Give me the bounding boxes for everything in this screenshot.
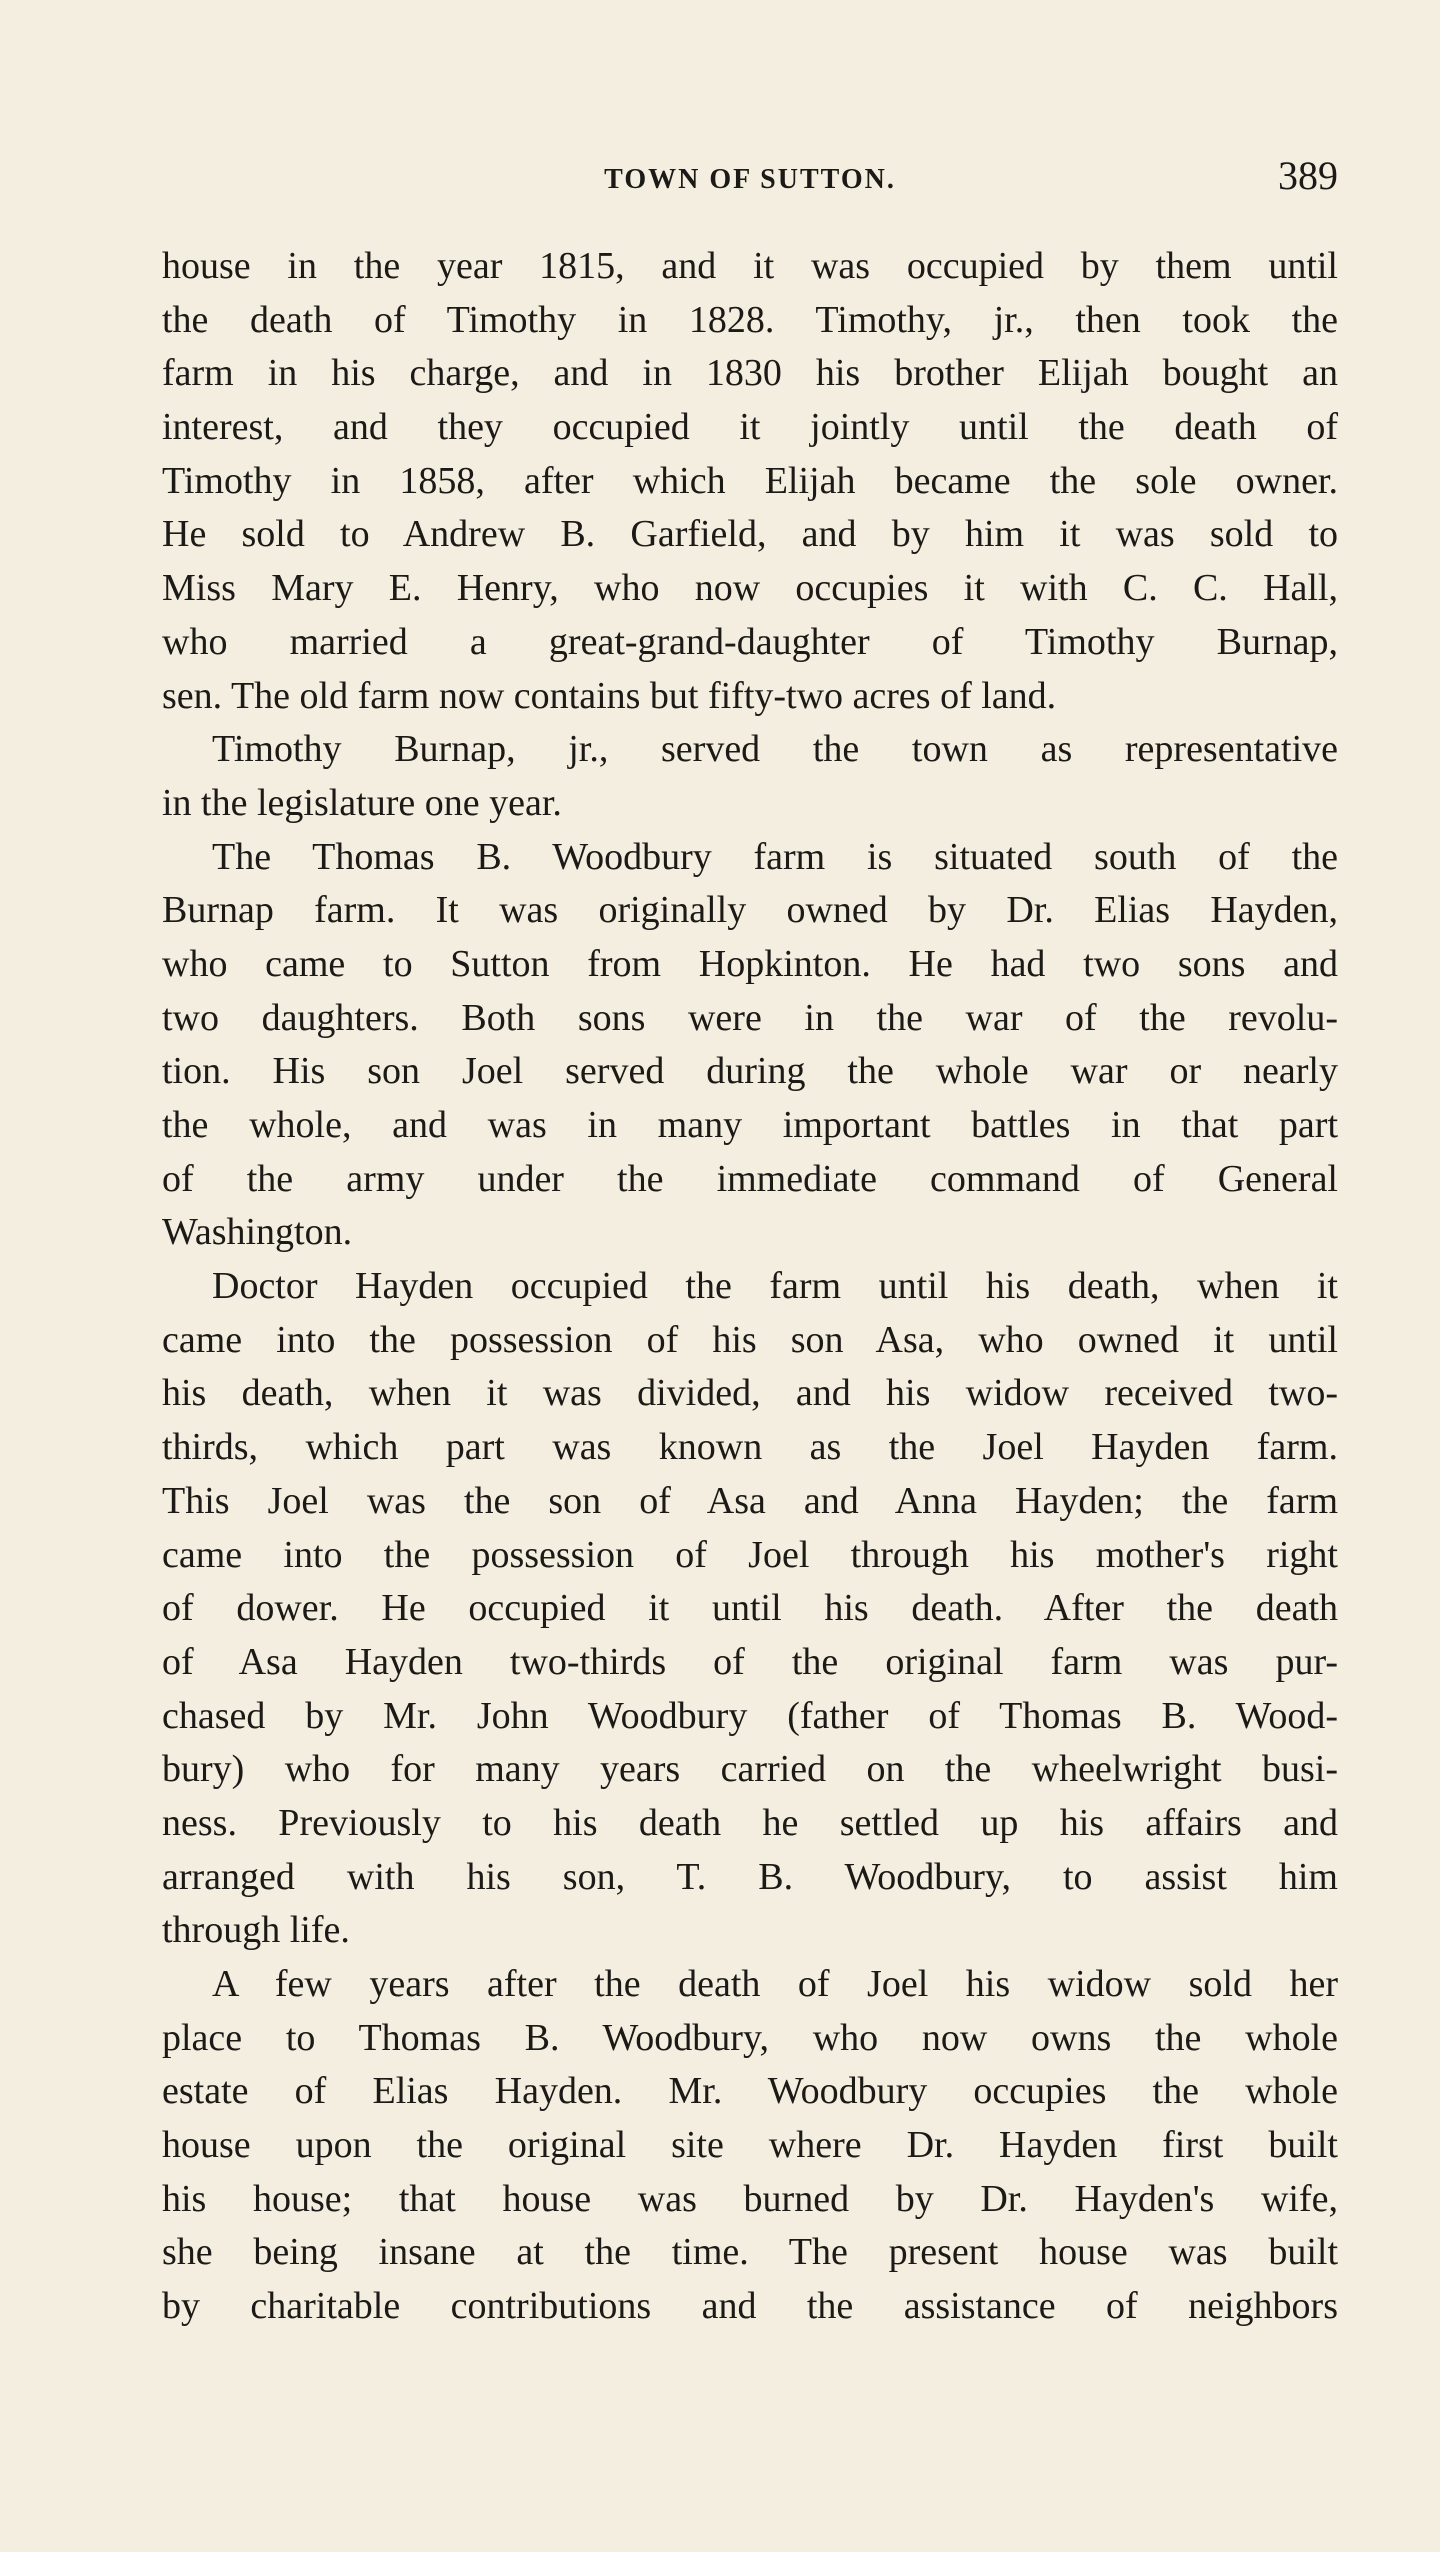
text-line: house upon the original site where Dr. Hayden first built (162, 2124, 1338, 2167)
text-line: Washington. (162, 1211, 353, 1254)
page-header (162, 150, 1338, 210)
text-line: the whole, and was in many important battles in that part (162, 1104, 1338, 1146)
body-text (162, 240, 1338, 2334)
text-line: place to Thomas B. Woodbury, who now owns the whole (162, 2016, 1338, 2059)
text-line: in the legislature one year. (162, 781, 562, 824)
text-line: who married a great-grand-daughter of Timothy Burnap, (162, 620, 1338, 663)
text-line: the death of Timothy in 1828. Timothy, jr., then took the (162, 298, 1338, 341)
text-line: Miss Mary E. Henry, who now occupies it with C. C. Hall, (162, 567, 1338, 610)
text-line: came into the possession of his son Asa, who owned it until (162, 1318, 1338, 1361)
text-line: two daughters. Both sons were in the war of the revolu- (162, 996, 1338, 1039)
text-line: A few years after the death of Joel his widow sold her (212, 1963, 1338, 2005)
text-line: she being insane at the time. The present house was built (162, 2231, 1338, 2274)
text-line: of dower. He occupied it until his death. After the death (162, 1587, 1338, 1630)
text-line: The Thomas B. Woodbury farm is situated south of the (212, 835, 1338, 878)
text-line: Doctor Hayden occupied the farm until his death, when it (212, 1265, 1338, 1308)
text-line: of the army under the immediate command of General (162, 1157, 1338, 1200)
text-line: bury) who for many years carried on the wheelwright busi- (162, 1748, 1338, 1791)
text-line: who came to Sutton from Hopkinton. He had two sons and (162, 942, 1338, 985)
text-line: by charitable contributions and the assistance of neighbors (162, 2285, 1338, 2328)
text-line: chased by Mr. John Woodbury (father of Thomas B. Wood- (162, 1694, 1338, 1737)
running-title: TOWN OF SUTTON. (604, 164, 896, 195)
text-line: He sold to Andrew B. Garfield, and by him it was sold to (162, 513, 1338, 556)
text-line: sen. The old farm now contains but fifty-two acres of land. (162, 674, 1057, 717)
text-line: house in the year 1815, and it was occupied by them until (162, 245, 1338, 287)
page-number: 389 (1278, 153, 1338, 198)
text-line: estate of Elias Hayden. Mr. Woodbury occupies the whole (162, 2070, 1338, 2113)
text-line: farm in his charge, and in 1830 his brother Elijah bought an (162, 352, 1338, 395)
text-line: tion. His son Joel served during the whole war or nearly (162, 1050, 1338, 1093)
text-line: arranged with his son, T. B. Woodbury, to assist him (162, 1855, 1338, 1898)
text-line: Timothy Burnap, jr., served the town as representative (212, 728, 1338, 771)
text-line: interest, and they occupied it jointly until the death of (162, 406, 1338, 449)
text-line: This Joel was the son of Asa and Anna Hayden; the farm (162, 1479, 1338, 1522)
text-line: of Asa Hayden two-thirds of the original farm was pur- (162, 1640, 1338, 1683)
text-line: came into the possession of Joel through his mother's right (162, 1533, 1338, 1576)
text-line: Timothy in 1858, after which Elijah became the sole owner. (162, 459, 1338, 502)
text-line: through life. (162, 1909, 350, 1952)
text-line: Burnap farm. It was originally owned by Dr. Elias Hayden, (162, 889, 1338, 932)
text-line: his death, when it was divided, and his widow received two- (162, 1372, 1338, 1415)
text-line: thirds, which part was known as the Joel Hayden farm. (162, 1426, 1338, 1469)
text-line: ness. Previously to his death he settled up his affairs and (162, 1801, 1338, 1844)
text-line: his house; that house was burned by Dr. Hayden's wife, (162, 2177, 1338, 2220)
